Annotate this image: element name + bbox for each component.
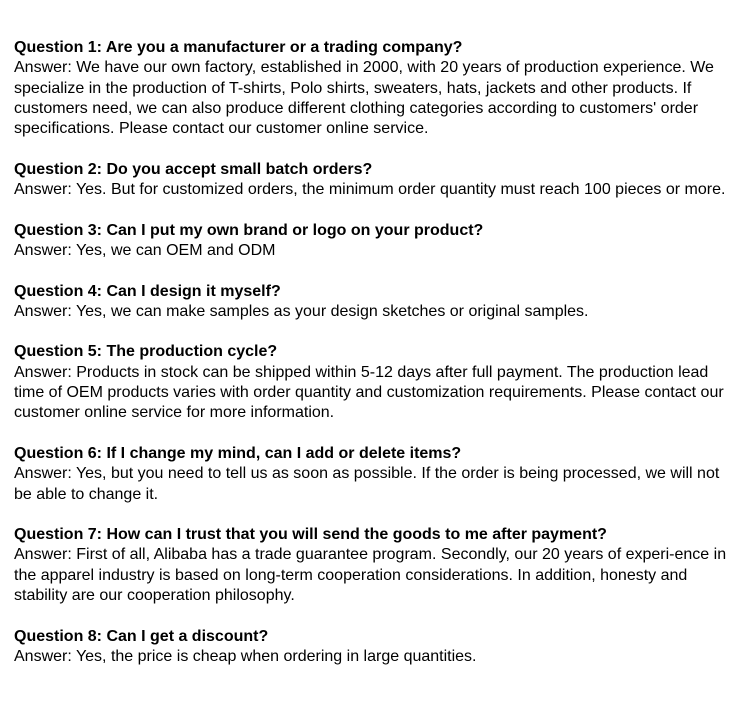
faq-question: Question 4: Can I design it myself? [14,282,281,300]
faq-answer: Answer: Products in stock can be shipped within 5-12 days after full payment. The production lead time of OEM products varies with order quantity and customization requirements. Please contact our customer online service for more information. [14,363,724,422]
faq-question: Question 3: Can I put my own brand or logo on your product? [14,221,484,239]
faq-item-2 [14,160,736,201]
faq-question: Question 8: Can I get a discount? [14,627,269,645]
faq-item-5 [14,342,736,423]
faq-question: Question 7: How can I trust that you will send the goods to me after payment? [14,526,607,544]
faq-question: Question 1: Are you a manufacturer or a trading company? [14,39,463,56]
faq-item-4 [14,282,736,323]
faq-item-6 [14,444,736,505]
faq-item-7 [14,525,736,606]
faq-list [14,38,736,667]
faq-item-3 [14,221,736,262]
faq-answer: Answer: Yes, but you need to tell us as soon as possible. If the order is being processed, we will not be able to change it. [14,465,720,503]
faq-question: Question 5: The production cycle? [14,343,278,361]
faq-answer: Answer: Yes, we can OEM and ODM [14,241,276,259]
faq-answer: Answer: Yes, the price is cheap when ordering in large quantities. [14,647,477,665]
faq-answer: Answer: Yes, we can make samples as your design sketches or original samples. [14,302,589,320]
faq-question: Question 6: If I change my mind, can I add or delete items? [14,444,462,462]
faq-answer: Answer: We have our own factory, established in 2000, with 20 years of production experience. We specialize in the production of T-shirts, Polo shirts, sweaters, hats, jackets and other products. If customers need, we can also produce different clothing categories according to customers' order specifications. Please contact our customer online service. [14,59,714,138]
faq-answer: Answer: Yes. But for customized orders, the minimum order quantity must reach 100 pieces or more. [14,181,726,199]
faq-question: Question 2: Do you accept small batch orders? [14,160,373,178]
faq-item-8 [14,627,736,668]
faq-answer: Answer: First of all, Alibaba has a trade guarantee program. Secondly, our 20 years of experi-ence in the apparel industry is based on long-term cooperation considerations. In addition, honesty and stability are our cooperation philosophy. [14,546,727,605]
faq-item-1 [14,38,736,139]
